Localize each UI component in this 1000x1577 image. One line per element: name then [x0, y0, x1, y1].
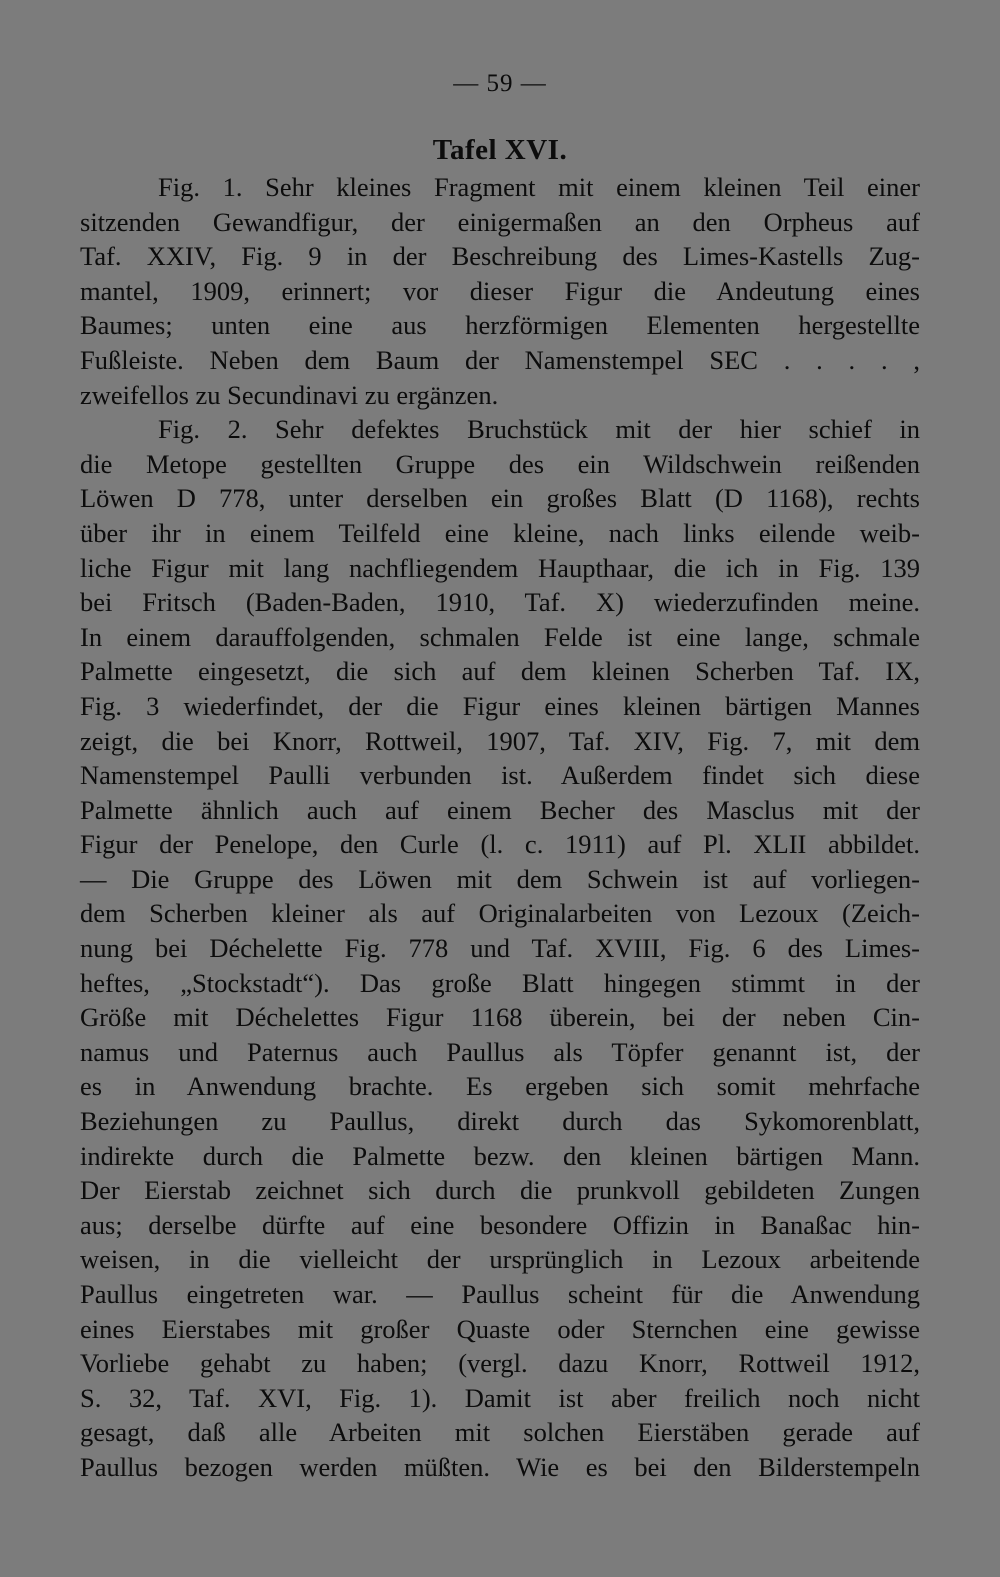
- text-line: Beziehungen zu Paullus, direkt durch das Sykomorenblatt,: [80, 1106, 920, 1137]
- text-line: gesagt, daß alle Arbeiten mit solchen Eierstäben gerade auf: [80, 1417, 920, 1448]
- text-line: Figur der Penelope, den Curle (l. c. 1911) auf Pl. XLII abbildet.: [80, 829, 920, 860]
- text-line: Größe mit Déchelettes Figur 1168 überein, bei der neben Cin-: [80, 1002, 920, 1033]
- text-line: liche Figur mit lang nachfliegendem Haupthaar, die ich in Fig. 139: [80, 552, 920, 583]
- text-line: nung bei Déchelette Fig. 778 und Taf. XVIII, Fig. 6 des Limes-: [80, 933, 920, 964]
- text-line: Palmette eingesetzt, die sich auf dem kleinen Scherben Taf. IX,: [80, 656, 920, 687]
- text-line: heftes, „Stockstadt“). Das große Blatt hingegen stimmt in der: [80, 967, 920, 998]
- text-line: eines Eierstabes mit großer Quaste oder Sternchen eine gewisse: [80, 1313, 920, 1344]
- text-line: zweifellos zu Secundinavi zu ergänzen.: [80, 379, 499, 410]
- text-line: Paullus eingetreten war. — Paullus scheint für die Anwendung: [80, 1279, 920, 1309]
- text-line: indirekte durch die Palmette bezw. den kleinen bärtigen Mann.: [80, 1140, 920, 1171]
- text-line: über ihr in einem Teilfeld eine kleine, nach links eilende weib-: [80, 517, 920, 548]
- text-line: Fig. 2. Sehr defektes Bruchstück mit der hier schief in: [158, 414, 920, 445]
- text-line: Paullus bezogen werden müßten. Wie es bei den Bilderstempeln: [80, 1451, 920, 1482]
- text-line: — Die Gruppe des Löwen mit dem Schwein ist auf vorliegen-: [80, 863, 920, 894]
- page-number: — 59 —: [453, 70, 547, 97]
- text-line: mantel, 1909, erinnert; vor dieser Figur die Andeutung eines: [80, 275, 920, 306]
- text-line: es in Anwendung brachte. Es ergeben sich somit mehrfache: [80, 1071, 920, 1102]
- text-line: dem Scherben kleiner als auf Originalarbeiten von Lezoux (Zeich-: [80, 898, 920, 929]
- text-line: die Metope gestellten Gruppe des ein Wildschwein reißenden: [80, 448, 920, 479]
- text-line: Löwen D 778, unter derselben ein großes Blatt (D 1168), rechts: [80, 483, 920, 514]
- text-line: Fig. 1. Sehr kleines Fragment mit einem kleinen Teil einer: [158, 172, 920, 202]
- text-line: sitzenden Gewandfigur, der einigermaßen an den Orpheus auf: [80, 206, 920, 237]
- text-line: namus und Paternus auch Paullus als Töpfer genannt ist, der: [80, 1036, 920, 1067]
- text-line: bei Fritsch (Baden-Baden, 1910, Taf. X) wiederzufinden meine.: [80, 587, 920, 618]
- text-line: Fig. 3 wiederfindet, der die Figur eines kleinen bärtigen Mannes: [80, 690, 920, 721]
- plate-title: Tafel XVI.: [432, 134, 568, 166]
- text-line: Palmette ähnlich auch auf einem Becher des Masclus mit der: [80, 794, 920, 825]
- text-line: Namenstempel Paulli verbunden ist. Außerdem findet sich diese: [80, 760, 920, 791]
- text-line: weisen, in die vielleicht der ursprünglich in Lezoux arbeitende: [80, 1244, 920, 1275]
- text-line: Vorliebe gehabt zu haben; (vergl. dazu Knorr, Rottweil 1912,: [80, 1348, 920, 1379]
- text-line: aus; derselbe dürfte auf eine besondere Offizin in Banaßac hin-: [80, 1209, 920, 1240]
- text-line: Der Eierstab zeichnet sich durch die prunkvoll gebildeten Zungen: [80, 1175, 920, 1206]
- text-line: In einem darauffolgenden, schmalen Felde ist eine lange, schmale: [80, 621, 920, 652]
- text-line: S. 32, Taf. XVI, Fig. 1). Damit ist aber freilich noch nicht: [80, 1382, 920, 1413]
- text-line: Fußleiste. Neben dem Baum der Namenstempel SEC . . . . ,: [80, 344, 920, 375]
- text-line: Baumes; unten eine aus herzförmigen Elementen hergestellte: [80, 310, 920, 341]
- text-line: Taf. XXIV, Fig. 9 in der Beschreibung des Limes-Kastells Zug-: [80, 241, 920, 272]
- body-text: [80, 170, 920, 1485]
- text-line: zeigt, die bei Knorr, Rottweil, 1907, Taf. XIV, Fig. 7, mit dem: [80, 725, 920, 756]
